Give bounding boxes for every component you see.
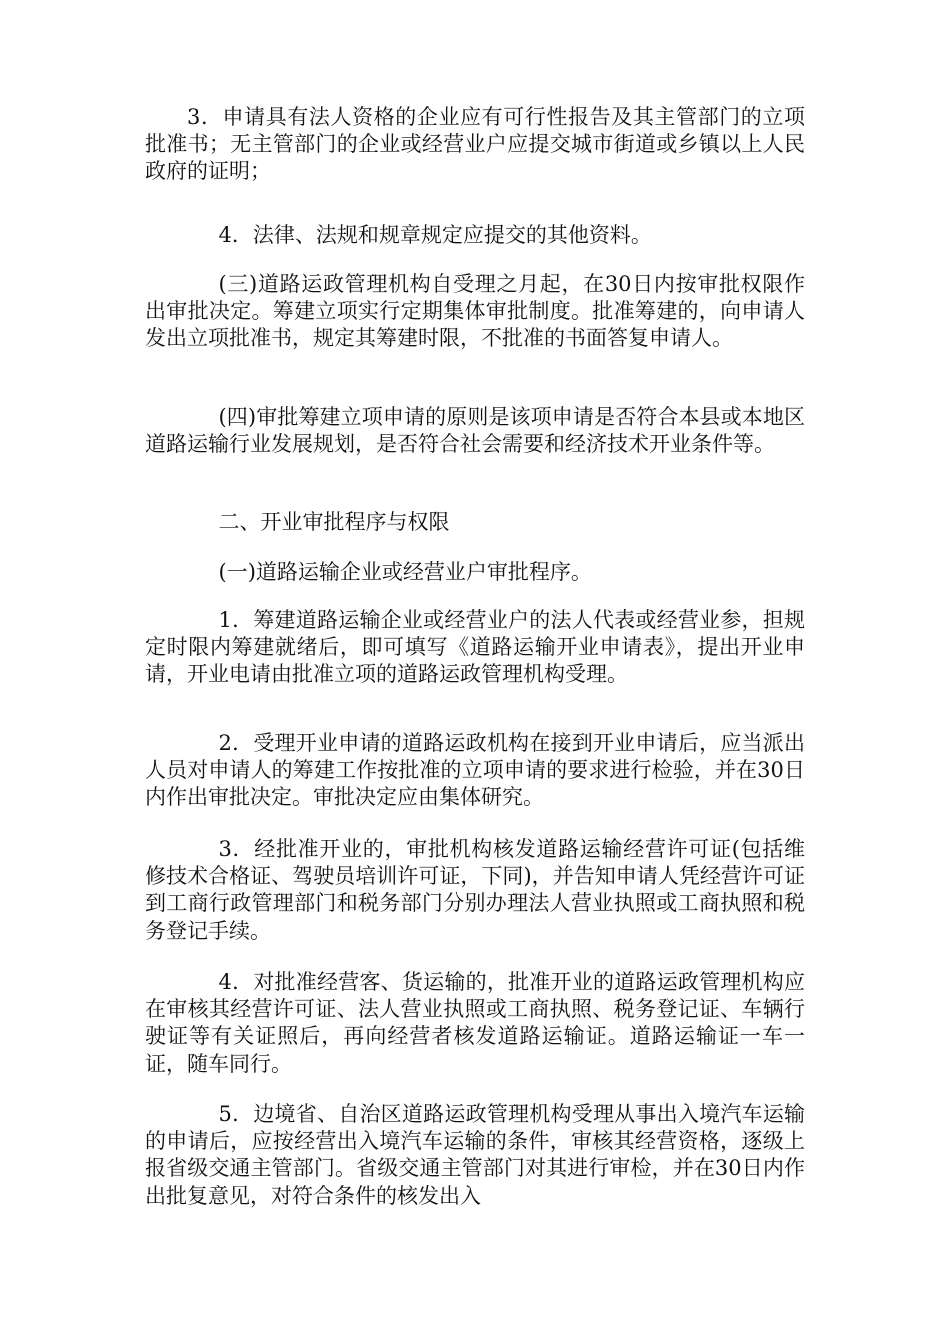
paragraph-item-1-opening-application: 1．筹建道路运输企业或经营业户的法人代表或经营业参，担规定时限内筹建就绪后，即可填写《道路运输开业申请表》，提出开业申请，开业电请由批准立项的道路运政管理机构受理。	[145, 608, 805, 687]
paragraph-item-5-cross-border-transport: 5．边境省、自治区道路运政管理机构受理从事出入境汽车运输的申请后，应按经营出入境汽车运输的条件，审核其经营资格，逐级上报省级交通主管部门。省级交通主管部门对其进行审检，并在30日内作出批复意见，对符合条件的核发出入	[145, 1102, 805, 1208]
paragraph-section-4-approval-principles: (四)审批筹建立项申请的原则是该项申请是否符合本县或本地区道路运输行业发展规划，是否符合社会需要和经济技术开业条件等。	[145, 405, 805, 457]
section-heading-opening-approval: 二、开业审批程序与权限	[218, 510, 450, 534]
paragraph-item-4-transport-certificate: 4．对批准经营客、货运输的，批准开业的道路运政管理机构应在审核其经营许可证、法人营业执照或工商执照、税务登记证、车辆行驶证等有关证照后，再向经营者核发道路运输证。道路运输证一车一证，随车同行。	[145, 970, 805, 1076]
paragraph-section-3-approval-decision: (三)道路运政管理机构自受理之月起，在30日内按审批权限作出审批决定。筹建立项实行定期集体审批制度。批准筹建的，向申请人发出立项批准书，规定其筹建时限，不批准的书面答复申请人。	[145, 272, 805, 351]
paragraph-item-4-other-materials: 4．法律、法规和规章规定应提交的其他资料。	[218, 223, 652, 247]
paragraph-item-3-license-issuance: 3．经批准开业的，审批机构核发道路运输经营许可证(包括维修技术合格证、驾驶员培训许可证，下同)，并告知申请人凭经营许可证到工商行政管理部门和税务部门分别办理法人营业执照或工商执照和税务登记手续。	[145, 837, 805, 943]
paragraph-item-3-application-docs: 3．申请具有法人资格的企业应有可行性报告及其主管部门的立项批准书；无主管部门的企业或经营业户应提交城市街道或乡镇以上人民政府的证明；	[145, 105, 805, 184]
paragraph-item-2-inspection: 2．受理开业申请的道路运政机构在接到开业申请后，应当派出人员对申请人的筹建工作按批准的立项申请的要求进行检验，并在30日内作出审批决定。审批决定应由集体研究。	[145, 731, 805, 810]
paragraph-subsection-1-approval-procedure: (一)道路运输企业或经营业户审批程序。	[218, 560, 592, 584]
